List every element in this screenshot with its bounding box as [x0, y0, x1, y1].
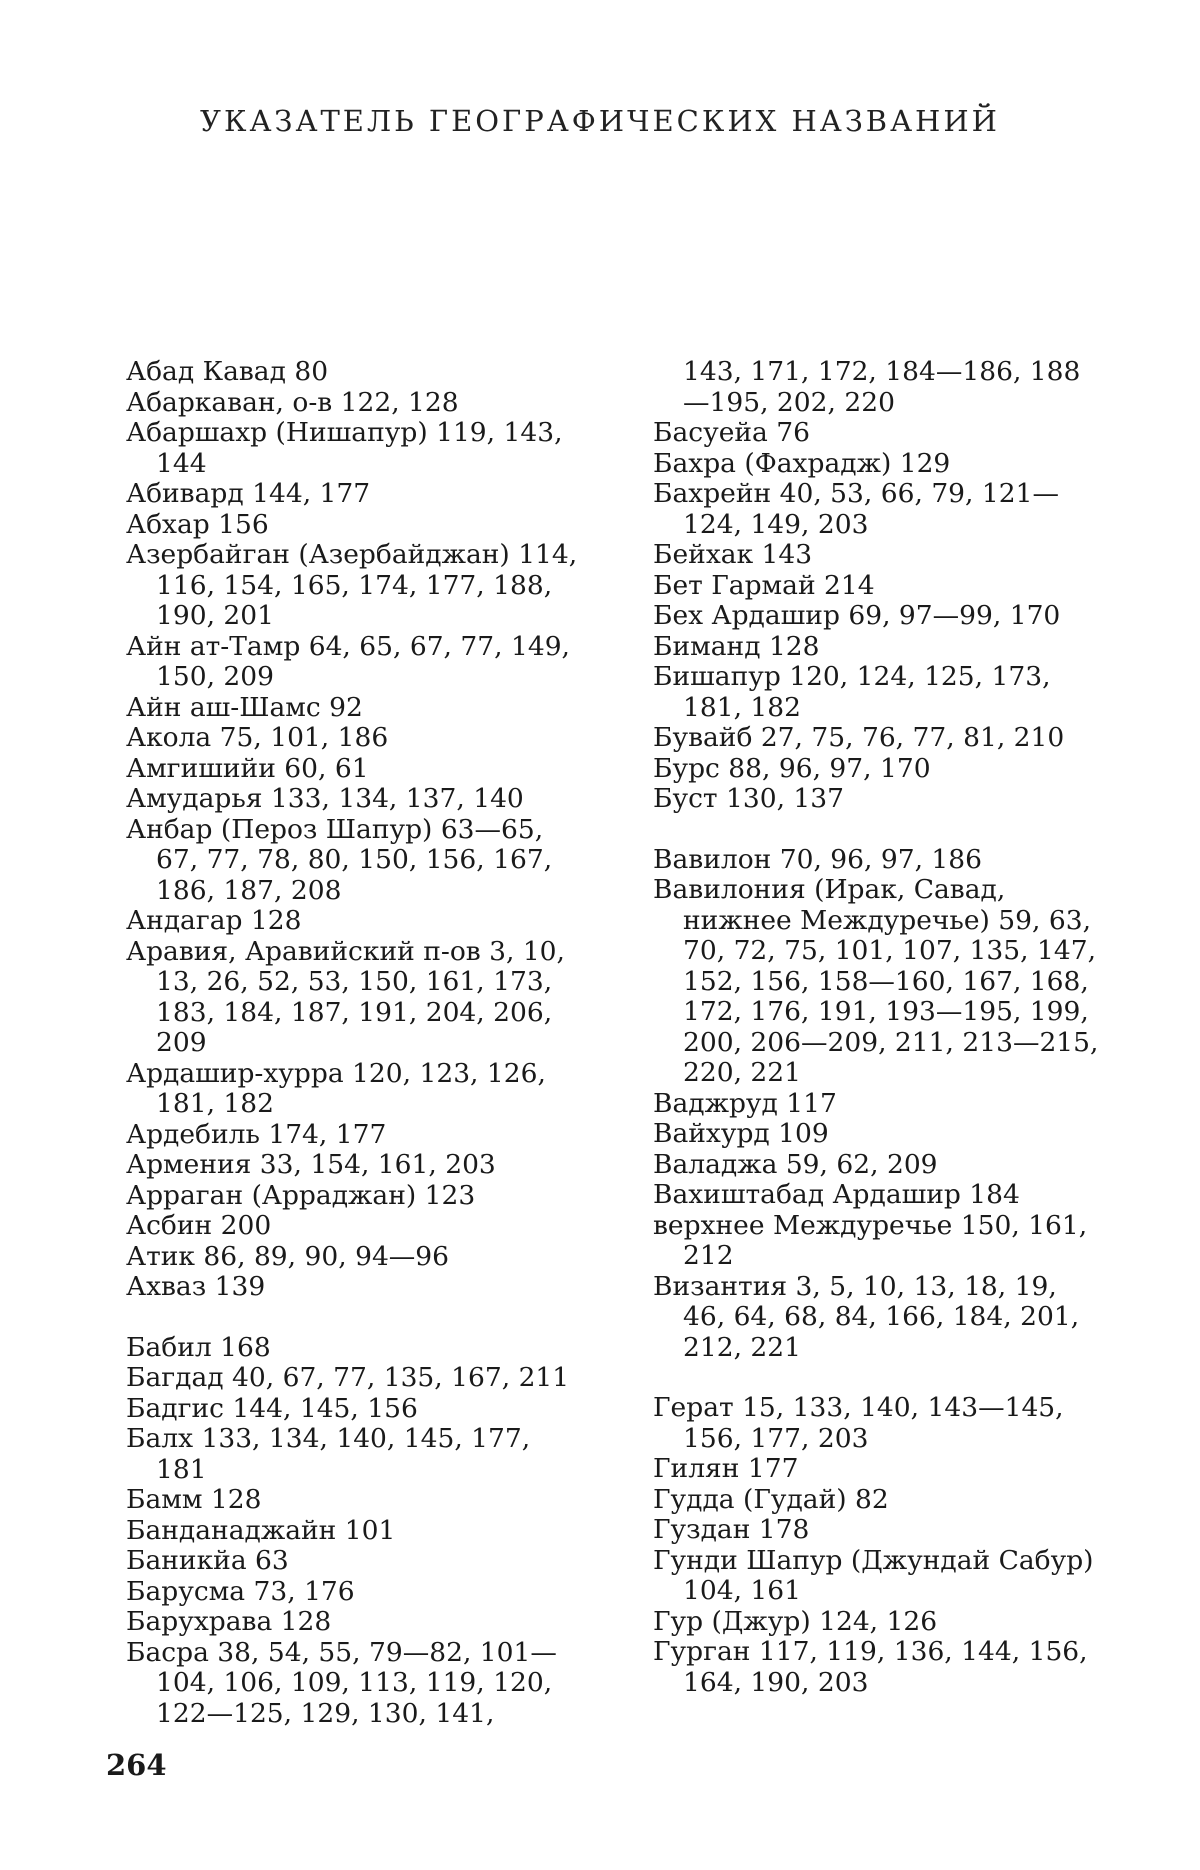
index-entry: Гурган 117, 119, 136, 144, 156, 164, 190, 203 — [653, 1636, 1088, 1698]
index-entry: Армения 33, 154, 161, 203 — [126, 1149, 496, 1180]
index-entry: Айн ат-Тамр 64, 65, 67, 77, 149, 150, 209 — [126, 630, 570, 692]
index-entry: Вавилония (Ирак, Савад, нижнее Междуречье) 59, 63, 70, 72, 75, 101, 107, 135, 147, 152, 156, 158—160, 167, 168, 172, 176, 191, 193—195, 199, 200, 206—209, 211, 213—215, 220, 221 — [653, 874, 1099, 1088]
index-entry: Абаршахр (Нишапур) 119, 143, 144 — [126, 417, 563, 479]
index-entry: Абивард 144, 177 — [126, 478, 371, 509]
letter-group-gap — [126, 1303, 578, 1333]
index-entry: Бабил 168 — [126, 1331, 271, 1363]
index-entry: Амударья 133, 134, 137, 140 — [126, 783, 524, 814]
index-entry: Баникйа 63 — [126, 1545, 289, 1576]
index-entry: Ардебиль 174, 177 — [126, 1118, 387, 1150]
index-entry-continuation: 143, 171, 172, 184—186, 188—195, 202, 220 — [683, 356, 1081, 418]
index-entry: Бадгис 144, 145, 156 — [126, 1392, 418, 1424]
letter-group-gap — [653, 815, 1105, 845]
index-entry: Амгишийи 60, 61 — [126, 752, 369, 784]
page-number: 264 — [106, 1748, 167, 1782]
index-entry: Бет Гармай 214 — [653, 569, 875, 601]
index-entry: Ваджруд 117 — [653, 1087, 837, 1119]
index-entry: Ахваз 139 — [126, 1271, 266, 1302]
index-entry: Бахра (Фахрадж) 129 — [653, 447, 951, 479]
index-entry: Арраган (Арраджан) 123 — [126, 1179, 476, 1211]
index-entry: Басра 38, 54, 55, 79—82, 101—104, 106, 109, 113, 119, 120, 122—125, 129, 130, 141, — [126, 1636, 557, 1729]
index-entry: Азербайган (Азербайджан) 114, 116, 154, 165, 174, 177, 188, 190, 201 — [126, 539, 578, 631]
page-title: УКАЗАТЕЛЬ ГЕОГРАФИЧЕСКИХ НАЗВАНИЙ — [200, 104, 1000, 138]
letter-group-gap — [653, 1363, 1105, 1393]
index-entry: Барухрава 128 — [126, 1606, 332, 1637]
index-entry: Гилян 177 — [653, 1453, 799, 1484]
index-entry: Вавилон 70, 96, 97, 186 — [653, 843, 983, 875]
index-entry: Бурс 88, 96, 97, 170 — [653, 752, 931, 784]
index-entry: Бишапур 120, 124, 125, 173, 181, 182 — [653, 661, 1051, 723]
index-entry: Гунди Шапур (Джундай Сабур) 104, 161 — [653, 1544, 1094, 1606]
index-entry: Аравия, Аравийский п-ов 3, 10, 13, 26, 52, 53, 150, 161, 173, 183, 184, 187, 191, 204, 206, 209 — [126, 935, 565, 1058]
index-entry: Балх 133, 134, 140, 145, 177, 181 — [126, 1423, 531, 1485]
index-entry: Асбин 200 — [126, 1210, 272, 1241]
index-entry: Барусма 73, 176 — [126, 1575, 355, 1607]
index-column-left — [126, 357, 578, 1729]
index-entry: Абаркаван, о-в 122, 128 — [126, 386, 459, 418]
index-entry: Андагар 128 — [126, 905, 302, 936]
index-entry: Гудда (Гудай) 82 — [653, 1483, 889, 1515]
index-entry: Абхар 156 — [126, 508, 269, 540]
index-entry: Бамм 128 — [126, 1484, 262, 1515]
index-entry: Басуейа 76 — [653, 417, 810, 448]
index-column-right — [653, 357, 1105, 1698]
index-entry: Герат 15, 133, 140, 143—145, 156, 177, 203 — [653, 1392, 1064, 1454]
index-entry: Гуздан 178 — [653, 1514, 810, 1545]
index-entry: Гур (Джур) 124, 126 — [653, 1605, 938, 1637]
index-entry: Багдад 40, 67, 77, 135, 167, 211 — [126, 1362, 570, 1393]
index-entry: Бейхак 143 — [653, 539, 813, 570]
index-entry: верхнее Междуречье 150, 161, 212 — [653, 1209, 1088, 1271]
index-entry: Атик 86, 89, 90, 94—96 — [126, 1240, 450, 1272]
index-entry: Анбар (Пероз Шапур) 63—65, 67, 77, 78, 80, 150, 156, 167, 186, 187, 208 — [126, 813, 553, 906]
index-entry: Банданаджайн 101 — [126, 1514, 396, 1546]
index-entry: Биманд 128 — [653, 630, 820, 662]
index-entry: Бувайб 27, 75, 76, 77, 81, 210 — [653, 722, 1065, 753]
index-entry: Буст 130, 137 — [653, 783, 844, 814]
index-entry: Ардашир-хурра 120, 123, 126, 181, 182 — [126, 1057, 546, 1119]
index-entry: Акола 75, 101, 186 — [126, 722, 389, 753]
index-entry: Валаджа 59, 62, 209 — [653, 1148, 938, 1180]
index-entry: Вайхурд 109 — [653, 1118, 829, 1149]
index-entry: Бахрейн 40, 53, 66, 79, 121—124, 149, 203 — [653, 478, 1059, 540]
index-entry: Византия 3, 5, 10, 13, 18, 19, 46, 64, 68, 84, 166, 184, 201, 212, 221 — [653, 1270, 1080, 1363]
index-entry: Айн аш-Шамс 92 — [126, 691, 363, 723]
index-entry: Вахиштабад Ардашир 184 — [653, 1179, 1020, 1210]
index-entry: Бех Ардашир 69, 97—99, 170 — [653, 600, 1061, 631]
index-entry: Абад Кавад 80 — [126, 356, 329, 387]
